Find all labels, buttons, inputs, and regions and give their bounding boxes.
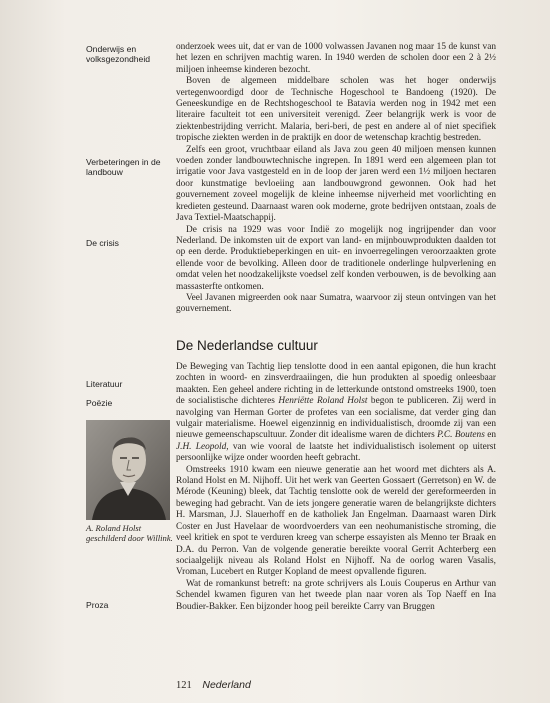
- paragraph: onderzoek wees uit, dat er van de 1000 volwassen Javanen nog maar 15 de kunst van het lezen en schrijven machtig waren. In 1940 werden de scholen door een 2 à 2½ miljoen inheemse kinderen bezocht.: [176, 42, 496, 75]
- paragraph: Wat de romankunst betreft: na grote schrijvers als Louis Couperus en Arthur van Schendel kwamen figuren van het tweede plan naar voren als Top Naeff en Ina Boudier-Bakker. Een bijzonder hoog peil bereikte Carry van Bruggen: [176, 578, 496, 612]
- body-text-culture: [176, 362, 496, 613]
- side-label-crisis: De crisis: [86, 238, 119, 248]
- paragraph: Omstreeks 1910 kwam een nieuwe generatie aan het woord met dichters als A. Roland Holst en M. Nijhoff. Uit het werk van Geerten Gossaert (Gerretson) en W. de Mérode (Keuning) bleek, dat Tachtig tenslotte ook de wereld der gereformeerden in beweging had gebracht. Van de iets jongere generatie waren de belangrijkste dichters H. Marsman, J.J. Slauerhoff en de katholiek Jan Engelman. Daarnaast waren Dirk Coster en Just Havelaar de woordvoerders van een neohumanistische stroming, die veel kritiek en spot te verduren kreeg van scherpe essayisten als Menno ter Braak en D.A. du Perron. Van de volgende generatie bereikte vooral Gerrit Achterberg een sociaalgelijk niveau als Roland Holst en Nijhoff. Na de oorlog waren Vasalis, Vroman, Lucebert en Rutger Kopland de meest opvallende figuren.: [176, 464, 496, 578]
- side-label-proza: Proza: [86, 600, 109, 610]
- side-label-poezie: Poëzie: [86, 398, 113, 408]
- page-number: 121: [176, 680, 192, 691]
- portrait-caption: A. Roland Holst geschilderd door Willink.: [86, 523, 173, 544]
- paragraph: Veel Javanen migreerden ook naar Sumatra, waarvoor zij steun ontvingen van het gouvernement.: [176, 292, 496, 315]
- paragraph: De Beweging van Tachtig liep tenslotte dood in een aantal epigonen, die hun kracht zochten in woord- en zinsverdraaiingen, die hun produkten al spoedig onleesbaar maakten. Een geheel andere richting in de letterkunde ontstond omstreeks 1900, toen de socialistische dichteres Henriëtte Roland Holst begon te publiceren. Zij werd in navolging van Herman Gorter de profetes van een socialisme, dat verder ging dan vulgair materialisme. Hoewel eigenzinnig en individualistisch, droomde zij van een nieuwe gemeenschapscultuur. Zonder dit idealisme waren de dichters P.C. Boutens en J.H. Leopold, van wie vooral de laatste het individualistisch isolement op uiterst persoonlijke wijze onder woorden heeft gebracht.: [176, 362, 496, 464]
- running-title: Nederland: [202, 679, 251, 691]
- portrait-image: [86, 420, 170, 520]
- side-label-onderwijs: Onderwijs en volksgezondheid: [86, 44, 151, 65]
- side-label-landbouw: Verbeteringen in de landbouw: [86, 157, 161, 178]
- paragraph: Boven de algemeen middelbare scholen was het hoger onderwijs vertegenwoordigd door de Technische Hogeschool te Bandoeng (1920). De Geneeskundige en de Rechtshogeschool te Batavia werden nog in 1942 met een literaire faculteit tot een universiteit verenigd. Zeer belangrijk werk is voor de ziektenbestrijding verricht. Malaria, beri-beri, de pest en andere al of niet specifiek tropische ziekten werden in de praktijk en door de wetenschap krachtig bestreden.: [176, 76, 496, 144]
- page-footer: [176, 679, 251, 691]
- paragraph: Zelfs een groot, vruchtbaar eiland als Java zou geen 40 miljoen mensen kunnen voeden zonder landbouwtechnische ingrepen. In 1891 werd een algemeen plan tot irrigatie voor Java vastgesteld en in de loop der jaren werd een 1½ miljoen hectaren door kunstmatige bevloeiing aan landbouwgrond gewonnen. Ook had het gouvernement zoveel mogelijk de kleine inheemse nijverheid met voorlichting en kredieten gesteund. Daarnaast waren ook moderne, grote bedrijven ontstaan, zoals de Java Textiel-Maatschappij.: [176, 144, 496, 224]
- section-heading: De Nederlandse cultuur: [176, 338, 318, 353]
- paragraph: De crisis na 1929 was voor Indië zo mogelijk nog ingrijpender dan voor Nederland. De inkomsten uit de export van land- en mijnbouwprodukten daalden tot op een derde. Produktiebeperkingen en uit- en invoerregelingen veroorzaakten grote ellende voor de bevolking. Alleen door de traditionele onderlinge hulpverlening en omdat velen het noodzakelijkste voedsel zelf konden verbouwen, is de bevolking aan massasterfte ontkomen.: [176, 224, 496, 292]
- side-label-literatuur: Literatuur: [86, 379, 123, 389]
- body-text-top: [176, 42, 496, 316]
